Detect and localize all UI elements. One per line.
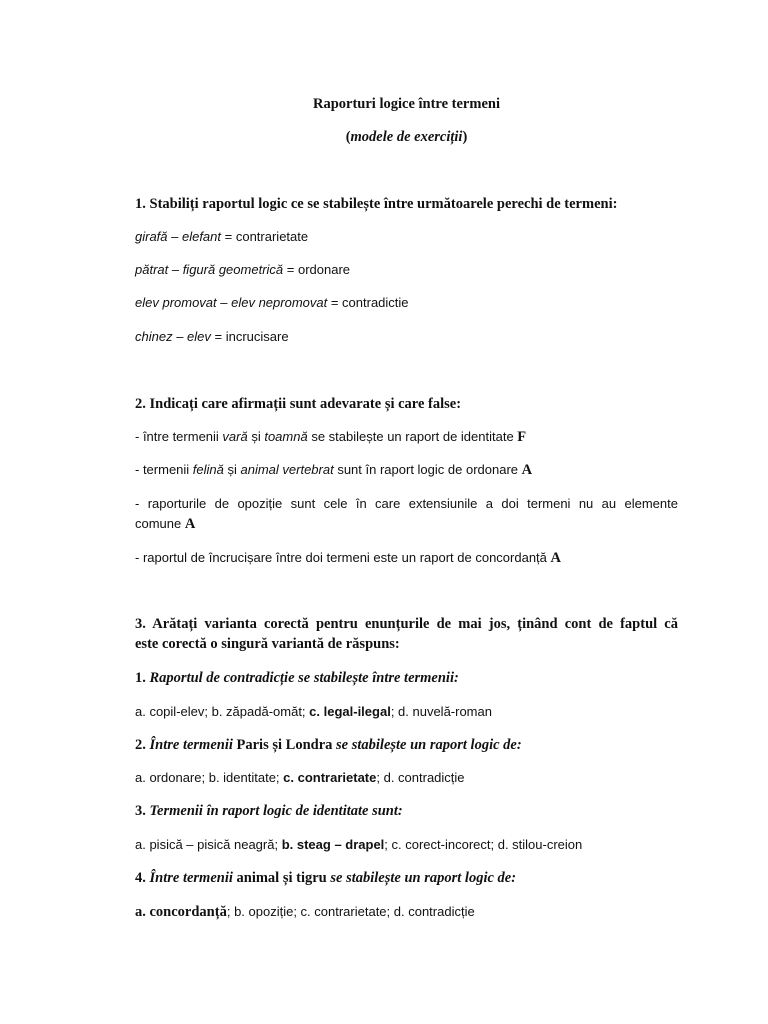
option-text: a. ordonare; b. identitate; xyxy=(135,770,284,785)
answer-mark: A xyxy=(521,462,533,478)
question-text: se stabilește un raport logic de: xyxy=(332,737,522,753)
sec1-item xyxy=(135,227,678,247)
option-text: ; b. opoziție; c. contrarietate; d. contradicție xyxy=(226,904,475,919)
statement-text: sunt în raport logic de ordonare xyxy=(333,462,522,477)
section3-heading-line1: 3. Arătați varianta corectă pentru enunțurile de mai jos, ținând cont de faptul că xyxy=(135,616,678,632)
sec1-item xyxy=(135,260,678,280)
statement xyxy=(135,548,678,568)
correct-option: c. legal-ilegal xyxy=(309,704,391,719)
statement-text: comune xyxy=(135,516,185,531)
answer-mark: A xyxy=(184,516,196,532)
statement-text: - raportul de încrucișare între doi termeni este un raport de concordanță xyxy=(135,550,551,565)
question-text: Între termenii xyxy=(149,870,237,886)
correct-option: a. concordanță xyxy=(135,904,227,920)
answer-mark: F xyxy=(517,429,527,445)
statement-line2 xyxy=(135,514,678,534)
option-text: ; c. corect-incorect; d. stilou-creion xyxy=(384,837,583,852)
item-eq: = xyxy=(210,329,226,344)
term: animal vertebrat xyxy=(240,462,334,477)
term: toamnă xyxy=(264,429,308,444)
item-eq: = xyxy=(283,262,298,277)
item-terms: elev promovat – elev nepromovat xyxy=(135,295,328,310)
question-number: 4. xyxy=(135,870,150,886)
question-text: Termenii în raport logic de identitate sunt: xyxy=(149,803,403,819)
statement xyxy=(135,460,678,480)
statement-text: și xyxy=(247,429,265,444)
item-answer: ordonare xyxy=(297,262,351,277)
item-eq: = xyxy=(221,229,236,244)
item-answer: contrarietate xyxy=(235,229,309,244)
section1-heading: 1. Stabiliți raportul logic ce se stabilește între următoarele perechi de termeni: xyxy=(135,196,618,212)
question-4 xyxy=(135,868,678,888)
term: felină xyxy=(192,462,224,477)
question-terms: Paris și Londra xyxy=(236,737,333,753)
question-text: Între termenii xyxy=(149,737,237,753)
correct-option: b. steag – drapel xyxy=(281,837,385,852)
section2-heading: 2. Indicați care afirmații sunt adevarate și care false: xyxy=(135,396,462,412)
question-3 xyxy=(135,801,678,821)
item-terms: chinez – elev xyxy=(135,329,211,344)
statement-text: și xyxy=(223,462,241,477)
correct-option: c. contrarietate xyxy=(283,770,377,785)
doc-title: Raporturi logice între termeni xyxy=(313,96,500,112)
item-answer: incrucisare xyxy=(225,329,289,344)
question-text: Raportul de contradicție se stabilește între termenii: xyxy=(149,670,459,686)
statement-text: - între termenii xyxy=(135,429,223,444)
paren-open: ( xyxy=(345,129,351,145)
option-text: ; d. nuvelă-roman xyxy=(390,704,492,719)
question-1 xyxy=(135,668,678,688)
answer-mark: A xyxy=(550,550,561,566)
item-terms: pătrat – figură geometrică xyxy=(135,262,284,277)
question-number: 2. xyxy=(135,737,150,753)
statement xyxy=(135,427,678,447)
question-text: se stabilește un raport logic de: xyxy=(326,870,517,886)
subtitle-text: modele de exerciții xyxy=(350,129,463,145)
question-2 xyxy=(135,735,678,755)
paren-close: ) xyxy=(462,129,468,145)
term: vară xyxy=(222,429,248,444)
item-answer: contradictie xyxy=(342,295,409,310)
statement-text: se stabilește un raport de identitate xyxy=(307,429,518,444)
item-eq: = xyxy=(327,295,343,310)
sec1-item xyxy=(135,293,678,313)
statement-line1: - raporturile de opoziție sunt cele în care extensiunile a doi termeni nu au elemente xyxy=(135,496,678,511)
statement-text: - termenii xyxy=(135,462,193,477)
option-text: ; d. contradicție xyxy=(376,770,465,785)
question-number: 3. xyxy=(135,803,150,819)
question-number: 1. xyxy=(135,670,150,686)
item-terms: girafă – elefant xyxy=(135,229,222,244)
option-text: a. pisică – pisică neagră; xyxy=(135,837,282,852)
question-2-options xyxy=(135,768,678,788)
question-3-options xyxy=(135,835,678,855)
question-terms: animal și tigru xyxy=(236,870,327,886)
option-text: a. copil-elev; b. zăpadă-omăt; xyxy=(135,704,310,719)
sec1-item xyxy=(135,327,678,347)
section3-heading-line2: este corectă o singură variantă de răspuns: xyxy=(135,636,400,652)
doc-subtitle xyxy=(135,127,678,147)
question-4-options xyxy=(135,902,678,922)
question-1-options xyxy=(135,702,678,722)
